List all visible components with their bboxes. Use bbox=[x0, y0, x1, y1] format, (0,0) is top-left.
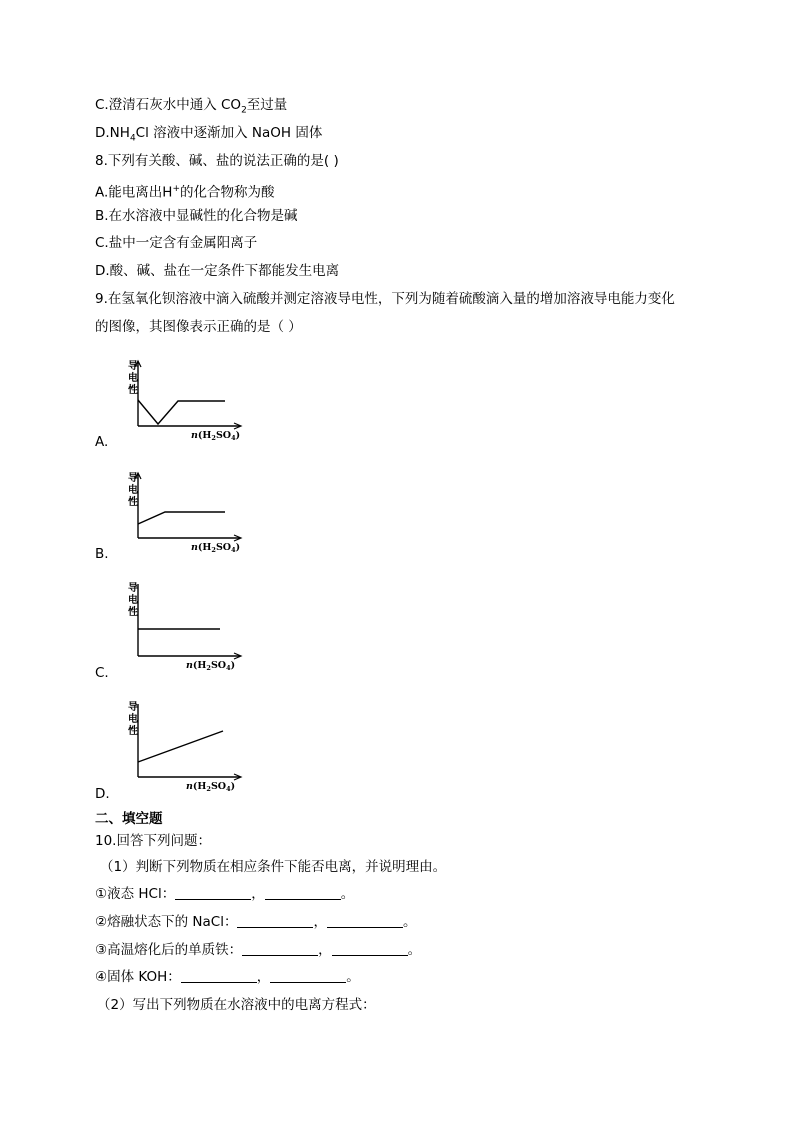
item-1-blank-a[interactable] bbox=[175, 885, 251, 900]
q7d-subscript: 4 bbox=[129, 133, 136, 144]
q9-stem-line2: 的图像，其图像表示正确的是（ ） bbox=[95, 319, 302, 335]
y-label-1: 导 bbox=[128, 361, 138, 372]
y-label-2: 电 bbox=[128, 373, 138, 384]
q10-item-4 bbox=[95, 968, 360, 986]
item-3-blank-b[interactable] bbox=[332, 941, 408, 956]
graph-d bbox=[128, 702, 253, 797]
q8-stem: 8.下列有关酸、碱、盐的说法正确的是( ) bbox=[95, 153, 339, 169]
item-3-label: ③高温熔化后的单质铁： bbox=[95, 942, 243, 958]
graph-d-letter: D. bbox=[95, 786, 110, 802]
x-label: $n(H_2SO_4)$ bbox=[191, 542, 241, 554]
q8-option-c: C.盐中一定含有金属阳离子 bbox=[95, 235, 258, 251]
y-label-3: 性 bbox=[128, 607, 138, 618]
q7c-text: C.澄清石灰水中通入 CO bbox=[95, 97, 242, 113]
y-label-3: 性 bbox=[128, 726, 138, 737]
q10-item-1 bbox=[95, 885, 354, 903]
curve-linear-rise bbox=[138, 731, 223, 762]
item-4-blank-b[interactable] bbox=[270, 968, 346, 983]
section-title: 二、填空题 bbox=[95, 811, 163, 827]
graph-a-letter: A. bbox=[95, 434, 109, 450]
item-1-label: ①液态 HCl： bbox=[95, 886, 176, 902]
q8a-text-b: 的化合物称为酸 bbox=[180, 184, 275, 201]
y-label-3: 性 bbox=[128, 497, 138, 508]
y-label-1: 导 bbox=[128, 473, 138, 484]
period: 。 bbox=[407, 942, 422, 958]
graph-c bbox=[128, 583, 253, 676]
comma: ， bbox=[256, 969, 271, 985]
q10-item-3 bbox=[95, 941, 421, 959]
comma: ， bbox=[318, 942, 332, 958]
q7d-text-a: D.NH bbox=[95, 125, 130, 141]
q10-stem: 10.回答下列问题： bbox=[95, 833, 211, 849]
q7c-tail: 至过量 bbox=[246, 97, 288, 113]
q7c-subscript: 2 bbox=[241, 105, 247, 116]
period: 。 bbox=[346, 969, 360, 985]
q7-option-c bbox=[95, 96, 287, 120]
y-label-3: 性 bbox=[128, 385, 138, 396]
comma: ， bbox=[251, 886, 265, 902]
item-2-blank-a[interactable] bbox=[237, 913, 313, 928]
graph-a bbox=[128, 356, 253, 446]
period: 。 bbox=[340, 886, 355, 902]
graph-c-letter: C. bbox=[95, 665, 109, 681]
q8a-text-a: A.能电离出H bbox=[95, 184, 173, 201]
item-4-blank-a[interactable] bbox=[181, 968, 257, 983]
graph-b bbox=[128, 468, 253, 558]
item-1-blank-b[interactable] bbox=[265, 885, 341, 900]
q7-option-d bbox=[95, 124, 322, 148]
x-label: $n(H_2SO_4)$ bbox=[186, 660, 236, 672]
q7d-text-b: Cl 溶液中逐渐加入 NaOH 固体 bbox=[135, 125, 323, 141]
q8-option-b: B.在水溶液中显碱性的化合物是碱 bbox=[95, 208, 298, 224]
y-label-1: 导 bbox=[128, 583, 138, 594]
graph-b-letter: B. bbox=[95, 546, 109, 562]
y-label-2: 电 bbox=[128, 714, 138, 725]
period: 。 bbox=[402, 914, 417, 930]
curve-rise-flat bbox=[138, 512, 225, 524]
q10-part2: （2）写出下列物质在水溶液中的电离方程式： bbox=[97, 997, 376, 1013]
q10-part1: （1）判断下列物质在相应条件下能否电离，并说明理由。 bbox=[100, 859, 447, 875]
q8a-superscript: + bbox=[172, 184, 180, 194]
item-3-blank-a[interactable] bbox=[242, 941, 318, 956]
x-label: $n(H_2SO_4)$ bbox=[191, 430, 241, 442]
q8-option-d: D.酸、碱、盐在一定条件下都能发生电离 bbox=[95, 263, 340, 279]
curve-v-dip bbox=[138, 400, 225, 424]
q8-option-a bbox=[95, 180, 275, 202]
comma: ， bbox=[313, 914, 327, 930]
y-label-2: 电 bbox=[128, 595, 138, 606]
y-label-1: 导 bbox=[128, 702, 138, 713]
item-4-label: ④固体 KOH： bbox=[95, 969, 181, 985]
item-2-label: ②熔融状态下的 NaCl： bbox=[95, 914, 238, 930]
q9-stem-line1: 9.在氢氧化钡溶液中滴入硫酸并测定溶液导电性，下列为随着硫酸滴入量的增加溶液导电能力变化 bbox=[95, 291, 675, 307]
x-label: $n(H_2SO_4)$ bbox=[186, 781, 236, 793]
y-label-2: 电 bbox=[128, 485, 138, 496]
q10-item-2 bbox=[95, 913, 416, 931]
item-2-blank-b[interactable] bbox=[327, 913, 403, 928]
